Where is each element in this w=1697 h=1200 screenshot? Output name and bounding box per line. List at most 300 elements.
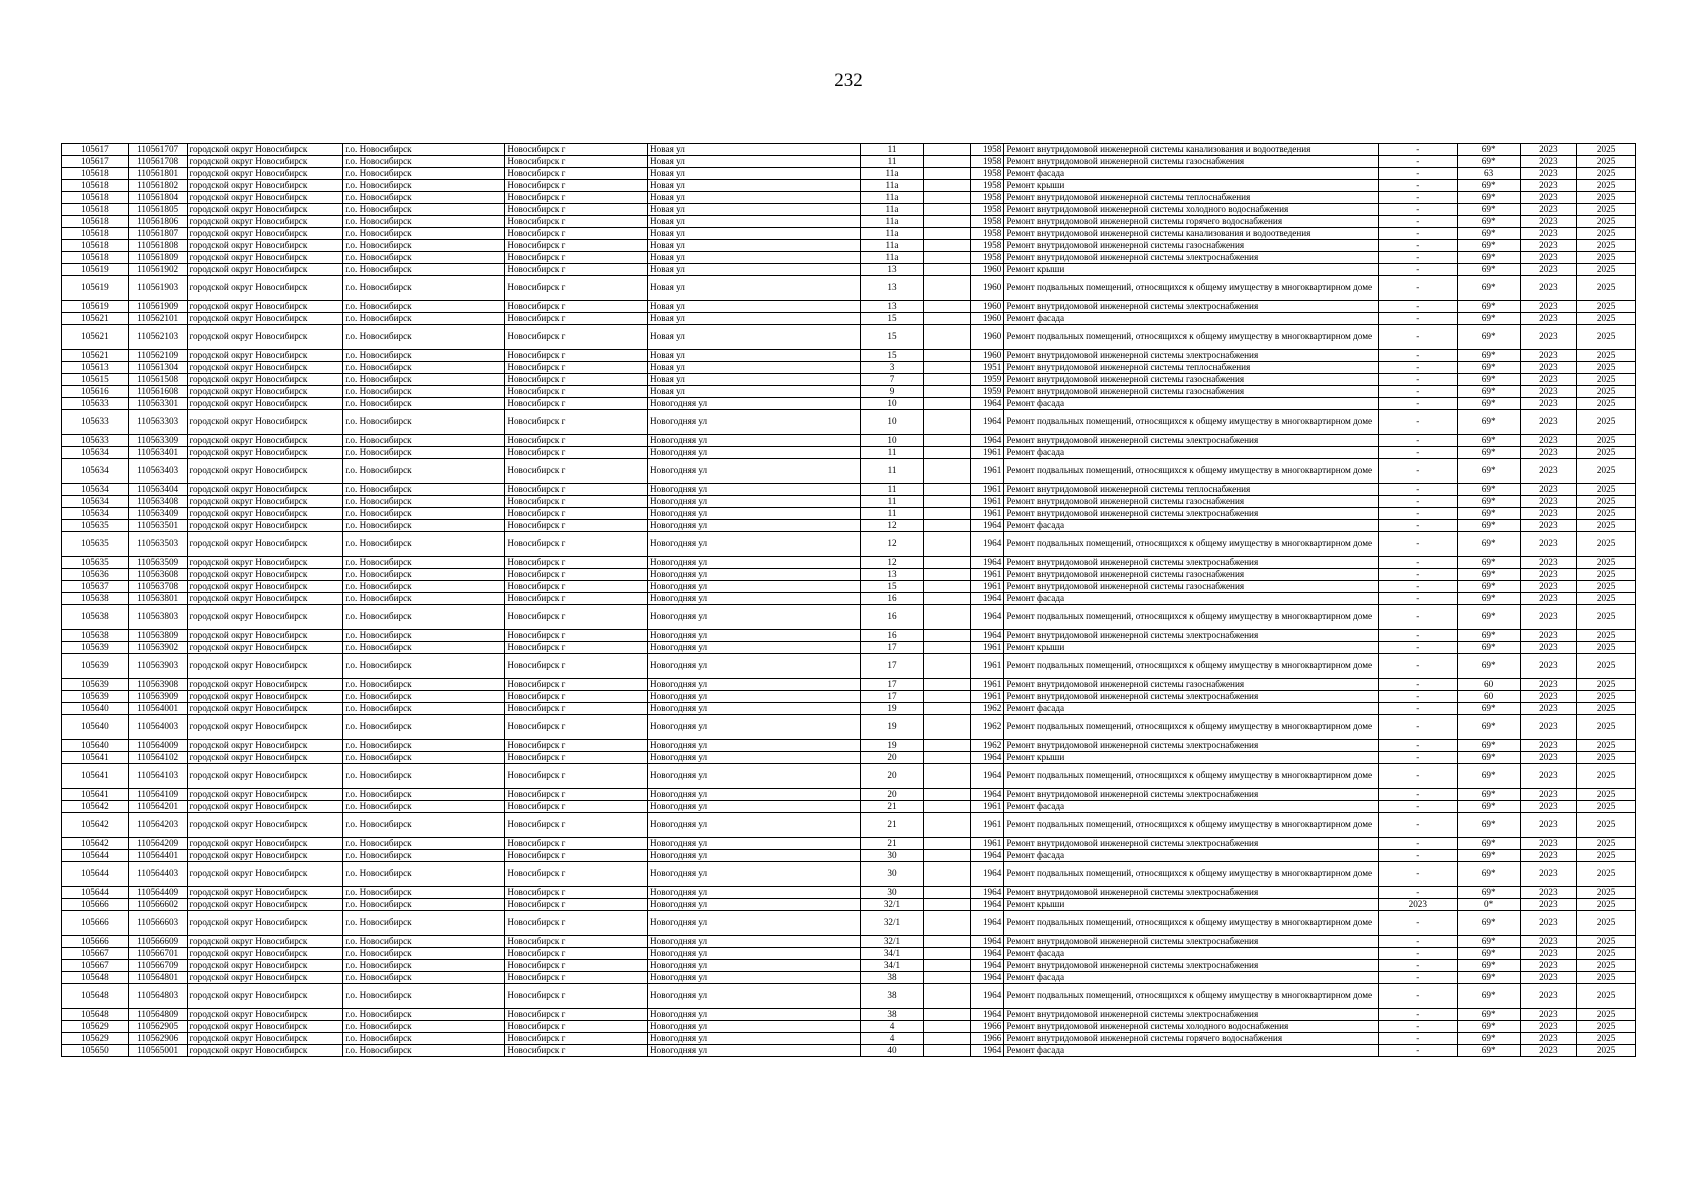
- wear-cell: 69*: [1457, 984, 1520, 1009]
- house-id-cell: 105639: [62, 642, 129, 654]
- plan-start-cell: 2023: [1520, 1045, 1577, 1057]
- house-number-cell: 4: [860, 1033, 924, 1045]
- wear-cell: 60: [1457, 679, 1520, 691]
- build-year-cell: 1964: [970, 764, 1003, 789]
- work-id-cell: 110563408: [128, 496, 187, 508]
- locality-cell: Новосибирск г: [505, 1045, 648, 1057]
- municipal-district-cell: городской округ Новосибирск: [187, 350, 343, 362]
- house-number-cell: 38: [860, 984, 924, 1009]
- work-id-cell: 110563409: [128, 508, 187, 520]
- house-id-cell: 105618: [62, 228, 129, 240]
- work-id-cell: 110561902: [128, 264, 187, 276]
- work-type-cell: Ремонт внутридомовой инженерной системы электроснабжения: [1004, 838, 1379, 850]
- building-cell: [924, 252, 971, 264]
- building-cell: [924, 948, 971, 960]
- plan-start-cell: 2023: [1520, 520, 1577, 532]
- plan-end-cell: 2025: [1577, 569, 1636, 581]
- street-cell: Новая ул: [648, 362, 861, 374]
- house-number-cell: 34/1: [860, 948, 924, 960]
- municipal-district-cell: городской округ Новосибирск: [187, 204, 343, 216]
- page-number: 232: [834, 70, 863, 91]
- house-id-cell: 105641: [62, 789, 129, 801]
- house-number-cell: 11а: [860, 240, 924, 252]
- actual-year-cell: -: [1378, 569, 1457, 581]
- house-number-cell: 38: [860, 1009, 924, 1021]
- plan-start-cell: 2023: [1520, 801, 1577, 813]
- municipal-district-cell: городской округ Новосибирск: [187, 484, 343, 496]
- street-cell: Новогодняя ул: [648, 850, 861, 862]
- municipality-cell: г.о. Новосибирск: [343, 240, 505, 252]
- house-id-cell: 105650: [62, 1045, 129, 1057]
- wear-cell: 69*: [1457, 801, 1520, 813]
- actual-year-cell: -: [1378, 144, 1457, 156]
- plan-end-cell: 2025: [1577, 838, 1636, 850]
- plan-start-cell: 2023: [1520, 740, 1577, 752]
- municipal-district-cell: городской округ Новосибирск: [187, 520, 343, 532]
- actual-year-cell: -: [1378, 435, 1457, 447]
- build-year-cell: 1964: [970, 960, 1003, 972]
- municipality-cell: г.о. Новосибирск: [343, 459, 505, 484]
- building-cell: [924, 459, 971, 484]
- plan-end-cell: 2025: [1577, 252, 1636, 264]
- locality-cell: Новосибирск г: [505, 911, 648, 936]
- locality-cell: Новосибирск г: [505, 691, 648, 703]
- street-cell: Новогодняя ул: [648, 960, 861, 972]
- plan-start-cell: 2023: [1520, 386, 1577, 398]
- plan-start-cell: 2023: [1520, 1033, 1577, 1045]
- wear-cell: 69*: [1457, 508, 1520, 520]
- municipality-cell: г.о. Новосибирск: [343, 386, 505, 398]
- building-cell: [924, 264, 971, 276]
- wear-cell: 69*: [1457, 386, 1520, 398]
- plan-start-cell: 2023: [1520, 1021, 1577, 1033]
- work-type-cell: Ремонт внутридомовой инженерной системы горячего водоснабжения: [1004, 1033, 1379, 1045]
- building-cell: [924, 557, 971, 569]
- locality-cell: Новосибирск г: [505, 398, 648, 410]
- build-year-cell: 1964: [970, 532, 1003, 557]
- actual-year-cell: -: [1378, 386, 1457, 398]
- plan-end-cell: 2025: [1577, 887, 1636, 899]
- plan-end-cell: 2025: [1577, 484, 1636, 496]
- locality-cell: Новосибирск г: [505, 264, 648, 276]
- street-cell: Новогодняя ул: [648, 654, 861, 679]
- work-id-cell: 110563801: [128, 593, 187, 605]
- house-number-cell: 13: [860, 264, 924, 276]
- work-type-cell: Ремонт подвальных помещений, относящихся к общему имуществу в многоквартирном доме: [1004, 410, 1379, 435]
- table-row: [62, 1033, 1636, 1045]
- house-id-cell: 105617: [62, 156, 129, 168]
- table-row: [62, 557, 1636, 569]
- wear-cell: 69*: [1457, 936, 1520, 948]
- house-id-cell: 105640: [62, 715, 129, 740]
- house-number-cell: 32/1: [860, 899, 924, 911]
- plan-end-cell: 2025: [1577, 398, 1636, 410]
- locality-cell: Новосибирск г: [505, 313, 648, 325]
- building-cell: [924, 362, 971, 374]
- wear-cell: 69*: [1457, 362, 1520, 374]
- plan-end-cell: 2025: [1577, 948, 1636, 960]
- house-id-cell: 105634: [62, 496, 129, 508]
- actual-year-cell: -: [1378, 1021, 1457, 1033]
- house-number-cell: 21: [860, 801, 924, 813]
- locality-cell: Новосибирск г: [505, 180, 648, 192]
- work-type-cell: Ремонт внутридомовой инженерной системы газоснабжения: [1004, 581, 1379, 593]
- locality-cell: Новосибирск г: [505, 679, 648, 691]
- build-year-cell: 1960: [970, 264, 1003, 276]
- municipality-cell: г.о. Новосибирск: [343, 325, 505, 350]
- municipal-district-cell: городской округ Новосибирск: [187, 496, 343, 508]
- street-cell: Новая ул: [648, 301, 861, 313]
- house-number-cell: 10: [860, 398, 924, 410]
- house-number-cell: 12: [860, 532, 924, 557]
- table-row: [62, 654, 1636, 679]
- locality-cell: Новосибирск г: [505, 350, 648, 362]
- locality-cell: Новосибирск г: [505, 887, 648, 899]
- wear-cell: 69*: [1457, 642, 1520, 654]
- table-row: [62, 144, 1636, 156]
- plan-start-cell: 2023: [1520, 398, 1577, 410]
- build-year-cell: 1964: [970, 593, 1003, 605]
- work-type-cell: Ремонт внутридомовой инженерной системы электроснабжения: [1004, 557, 1379, 569]
- work-type-cell: Ремонт фасада: [1004, 972, 1379, 984]
- locality-cell: Новосибирск г: [505, 484, 648, 496]
- actual-year-cell: -: [1378, 593, 1457, 605]
- build-year-cell: 1961: [970, 654, 1003, 679]
- municipality-cell: г.о. Новосибирск: [343, 605, 505, 630]
- municipality-cell: г.о. Новосибирск: [343, 936, 505, 948]
- actual-year-cell: -: [1378, 703, 1457, 715]
- actual-year-cell: -: [1378, 1045, 1457, 1057]
- street-cell: Новогодняя ул: [648, 605, 861, 630]
- municipality-cell: г.о. Новосибирск: [343, 569, 505, 581]
- municipality-cell: г.о. Новосибирск: [343, 264, 505, 276]
- locality-cell: Новосибирск г: [505, 630, 648, 642]
- table-row: [62, 1021, 1636, 1033]
- work-type-cell: Ремонт крыши: [1004, 752, 1379, 764]
- municipality-cell: г.о. Новосибирск: [343, 557, 505, 569]
- locality-cell: Новосибирск г: [505, 301, 648, 313]
- street-cell: Новогодняя ул: [648, 1045, 861, 1057]
- actual-year-cell: -: [1378, 813, 1457, 838]
- municipality-cell: г.о. Новосибирск: [343, 764, 505, 789]
- build-year-cell: 1958: [970, 156, 1003, 168]
- wear-cell: 69*: [1457, 838, 1520, 850]
- plan-end-cell: 2025: [1577, 362, 1636, 374]
- house-id-cell: 105621: [62, 313, 129, 325]
- plan-start-cell: 2023: [1520, 557, 1577, 569]
- work-id-cell: 110566602: [128, 899, 187, 911]
- actual-year-cell: -: [1378, 301, 1457, 313]
- build-year-cell: 1964: [970, 435, 1003, 447]
- plan-end-cell: 2025: [1577, 581, 1636, 593]
- build-year-cell: 1964: [970, 410, 1003, 435]
- work-type-cell: Ремонт внутридомовой инженерной системы газоснабжения: [1004, 156, 1379, 168]
- wear-cell: 69*: [1457, 557, 1520, 569]
- street-cell: Новогодняя ул: [648, 508, 861, 520]
- municipality-cell: г.о. Новосибирск: [343, 484, 505, 496]
- house-id-cell: 105635: [62, 520, 129, 532]
- municipality-cell: г.о. Новосибирск: [343, 1033, 505, 1045]
- street-cell: Новогодняя ул: [648, 398, 861, 410]
- build-year-cell: 1961: [970, 691, 1003, 703]
- house-number-cell: 30: [860, 862, 924, 887]
- table-row: [62, 581, 1636, 593]
- building-cell: [924, 168, 971, 180]
- work-id-cell: 110564001: [128, 703, 187, 715]
- locality-cell: Новосибирск г: [505, 532, 648, 557]
- house-id-cell: 105642: [62, 838, 129, 850]
- municipal-district-cell: городской округ Новосибирск: [187, 557, 343, 569]
- house-id-cell: 105635: [62, 532, 129, 557]
- work-id-cell: 110564201: [128, 801, 187, 813]
- wear-cell: 69*: [1457, 459, 1520, 484]
- plan-start-cell: 2023: [1520, 654, 1577, 679]
- work-id-cell: 110561909: [128, 301, 187, 313]
- building-cell: [924, 398, 971, 410]
- work-id-cell: 110564103: [128, 764, 187, 789]
- table-row: [62, 508, 1636, 520]
- house-number-cell: 11: [860, 447, 924, 459]
- house-number-cell: 7: [860, 374, 924, 386]
- street-cell: Новая ул: [648, 325, 861, 350]
- municipality-cell: г.о. Новосибирск: [343, 679, 505, 691]
- wear-cell: 69*: [1457, 911, 1520, 936]
- municipal-district-cell: городской округ Новосибирск: [187, 740, 343, 752]
- locality-cell: Новосибирск г: [505, 605, 648, 630]
- locality-cell: Новосибирск г: [505, 593, 648, 605]
- work-type-cell: Ремонт внутридомовой инженерной системы электроснабжения: [1004, 350, 1379, 362]
- table-row: [62, 972, 1636, 984]
- table-row: [62, 276, 1636, 301]
- locality-cell: Новосибирск г: [505, 581, 648, 593]
- work-type-cell: Ремонт внутридомовой инженерной системы газоснабжения: [1004, 569, 1379, 581]
- plan-end-cell: 2025: [1577, 180, 1636, 192]
- plan-start-cell: 2023: [1520, 691, 1577, 703]
- actual-year-cell: -: [1378, 508, 1457, 520]
- plan-end-cell: 2025: [1577, 703, 1636, 715]
- locality-cell: Новосибирск г: [505, 789, 648, 801]
- table-row: [62, 447, 1636, 459]
- street-cell: Новогодняя ул: [648, 1021, 861, 1033]
- municipal-district-cell: городской округ Новосибирск: [187, 789, 343, 801]
- table-row: [62, 374, 1636, 386]
- building-cell: [924, 691, 971, 703]
- actual-year-cell: -: [1378, 228, 1457, 240]
- locality-cell: Новосибирск г: [505, 752, 648, 764]
- municipal-district-cell: городской округ Новосибирск: [187, 911, 343, 936]
- municipal-district-cell: городской округ Новосибирск: [187, 593, 343, 605]
- street-cell: Новогодняя ул: [648, 410, 861, 435]
- table-row: [62, 192, 1636, 204]
- house-id-cell: 105629: [62, 1021, 129, 1033]
- build-year-cell: 1958: [970, 180, 1003, 192]
- build-year-cell: 1966: [970, 1033, 1003, 1045]
- work-type-cell: Ремонт внутридомовой инженерной системы теплоснабжения: [1004, 192, 1379, 204]
- actual-year-cell: -: [1378, 936, 1457, 948]
- work-id-cell: 110562906: [128, 1033, 187, 1045]
- house-number-cell: 15: [860, 325, 924, 350]
- house-id-cell: 105642: [62, 813, 129, 838]
- street-cell: Новая ул: [648, 192, 861, 204]
- municipal-district-cell: городской округ Новосибирск: [187, 240, 343, 252]
- work-type-cell: Ремонт подвальных помещений, относящихся к общему имуществу в многоквартирном доме: [1004, 764, 1379, 789]
- house-number-cell: 11а: [860, 168, 924, 180]
- build-year-cell: 1951: [970, 362, 1003, 374]
- work-id-cell: 110564102: [128, 752, 187, 764]
- building-cell: [924, 484, 971, 496]
- plan-start-cell: 2023: [1520, 362, 1577, 374]
- building-cell: [924, 374, 971, 386]
- municipal-district-cell: городской округ Новосибирск: [187, 605, 343, 630]
- building-cell: [924, 605, 971, 630]
- plan-end-cell: 2025: [1577, 654, 1636, 679]
- house-id-cell: 105633: [62, 435, 129, 447]
- house-number-cell: 12: [860, 557, 924, 569]
- house-id-cell: 105648: [62, 1009, 129, 1021]
- work-id-cell: 110561805: [128, 204, 187, 216]
- building-cell: [924, 435, 971, 447]
- house-id-cell: 105639: [62, 691, 129, 703]
- locality-cell: Новосибирск г: [505, 764, 648, 789]
- house-id-cell: 105648: [62, 972, 129, 984]
- build-year-cell: 1961: [970, 496, 1003, 508]
- plan-start-cell: 2023: [1520, 984, 1577, 1009]
- municipal-district-cell: городской округ Новосибирск: [187, 581, 343, 593]
- municipality-cell: г.о. Новосибирск: [343, 752, 505, 764]
- house-id-cell: 105615: [62, 374, 129, 386]
- wear-cell: 69*: [1457, 144, 1520, 156]
- plan-end-cell: 2025: [1577, 386, 1636, 398]
- plan-start-cell: 2023: [1520, 168, 1577, 180]
- wear-cell: 69*: [1457, 410, 1520, 435]
- work-id-cell: 110561806: [128, 216, 187, 228]
- street-cell: Новогодняя ул: [648, 691, 861, 703]
- plan-start-cell: 2023: [1520, 144, 1577, 156]
- house-id-cell: 105617: [62, 144, 129, 156]
- locality-cell: Новосибирск г: [505, 984, 648, 1009]
- table-row: [62, 313, 1636, 325]
- municipality-cell: г.о. Новосибирск: [343, 654, 505, 679]
- house-id-cell: 105642: [62, 801, 129, 813]
- actual-year-cell: -: [1378, 410, 1457, 435]
- municipal-district-cell: городской округ Новосибирск: [187, 862, 343, 887]
- plan-end-cell: 2025: [1577, 264, 1636, 276]
- municipal-district-cell: городской округ Новосибирск: [187, 801, 343, 813]
- house-number-cell: 30: [860, 850, 924, 862]
- street-cell: Новогодняя ул: [648, 447, 861, 459]
- wear-cell: 69*: [1457, 301, 1520, 313]
- table-row: [62, 325, 1636, 350]
- municipality-cell: г.о. Новосибирск: [343, 740, 505, 752]
- locality-cell: Новосибирск г: [505, 204, 648, 216]
- work-id-cell: 110563404: [128, 484, 187, 496]
- plan-start-cell: 2023: [1520, 240, 1577, 252]
- work-id-cell: 110561802: [128, 180, 187, 192]
- building-cell: [924, 216, 971, 228]
- house-number-cell: 13: [860, 276, 924, 301]
- locality-cell: Новосибирск г: [505, 813, 648, 838]
- building-cell: [924, 715, 971, 740]
- actual-year-cell: -: [1378, 789, 1457, 801]
- plan-start-cell: 2023: [1520, 764, 1577, 789]
- plan-start-cell: 2023: [1520, 180, 1577, 192]
- work-type-cell: Ремонт внутридомовой инженерной системы электроснабжения: [1004, 435, 1379, 447]
- municipality-cell: г.о. Новосибирск: [343, 972, 505, 984]
- building-cell: [924, 386, 971, 398]
- work-type-cell: Ремонт подвальных помещений, относящихся к общему имуществу в многоквартирном доме: [1004, 325, 1379, 350]
- build-year-cell: 1964: [970, 984, 1003, 1009]
- wear-cell: 69*: [1457, 1033, 1520, 1045]
- house-id-cell: 105634: [62, 459, 129, 484]
- actual-year-cell: -: [1378, 459, 1457, 484]
- house-id-cell: 105618: [62, 168, 129, 180]
- plan-end-cell: 2025: [1577, 204, 1636, 216]
- street-cell: Новогодняя ул: [648, 862, 861, 887]
- house-number-cell: 11: [860, 144, 924, 156]
- house-id-cell: 105667: [62, 948, 129, 960]
- plan-start-cell: 2023: [1520, 216, 1577, 228]
- table-row: [62, 435, 1636, 447]
- wear-cell: 69*: [1457, 569, 1520, 581]
- house-id-cell: 105618: [62, 192, 129, 204]
- municipality-cell: г.о. Новосибирск: [343, 850, 505, 862]
- locality-cell: Новосибирск г: [505, 557, 648, 569]
- municipal-district-cell: городской округ Новосибирск: [187, 936, 343, 948]
- house-id-cell: 105616: [62, 386, 129, 398]
- plan-end-cell: 2025: [1577, 740, 1636, 752]
- house-number-cell: 17: [860, 679, 924, 691]
- work-type-cell: Ремонт внутридомовой инженерной системы электроснабжения: [1004, 960, 1379, 972]
- building-cell: [924, 899, 971, 911]
- work-type-cell: Ремонт внутридомовой инженерной системы газоснабжения: [1004, 496, 1379, 508]
- locality-cell: Новосибирск г: [505, 703, 648, 715]
- plan-end-cell: 2025: [1577, 168, 1636, 180]
- actual-year-cell: -: [1378, 605, 1457, 630]
- actual-year-cell: -: [1378, 911, 1457, 936]
- street-cell: Новогодняя ул: [648, 887, 861, 899]
- house-number-cell: 11: [860, 496, 924, 508]
- municipal-district-cell: городской округ Новосибирск: [187, 532, 343, 557]
- street-cell: Новогодняя ул: [648, 484, 861, 496]
- work-type-cell: Ремонт внутридомовой инженерной системы газоснабжения: [1004, 374, 1379, 386]
- municipal-district-cell: городской округ Новосибирск: [187, 1045, 343, 1057]
- work-id-cell: 110564401: [128, 850, 187, 862]
- work-id-cell: 110564801: [128, 972, 187, 984]
- actual-year-cell: -: [1378, 801, 1457, 813]
- house-number-cell: 13: [860, 301, 924, 313]
- street-cell: Новогодняя ул: [648, 838, 861, 850]
- house-id-cell: 105638: [62, 630, 129, 642]
- build-year-cell: 1958: [970, 192, 1003, 204]
- street-cell: Новогодняя ул: [648, 1033, 861, 1045]
- table-row: [62, 679, 1636, 691]
- plan-end-cell: 2025: [1577, 313, 1636, 325]
- work-id-cell: 110561707: [128, 144, 187, 156]
- build-year-cell: 1964: [970, 789, 1003, 801]
- work-type-cell: Ремонт внутридомовой инженерной системы газоснабжения: [1004, 386, 1379, 398]
- municipal-district-cell: городской округ Новосибирск: [187, 398, 343, 410]
- street-cell: Новогодняя ул: [648, 936, 861, 948]
- building-cell: [924, 204, 971, 216]
- municipal-district-cell: городской округ Новосибирск: [187, 887, 343, 899]
- build-year-cell: 1960: [970, 313, 1003, 325]
- wear-cell: 69*: [1457, 532, 1520, 557]
- street-cell: Новая ул: [648, 216, 861, 228]
- actual-year-cell: -: [1378, 192, 1457, 204]
- plan-start-cell: 2023: [1520, 752, 1577, 764]
- building-cell: [924, 752, 971, 764]
- plan-start-cell: 2023: [1520, 789, 1577, 801]
